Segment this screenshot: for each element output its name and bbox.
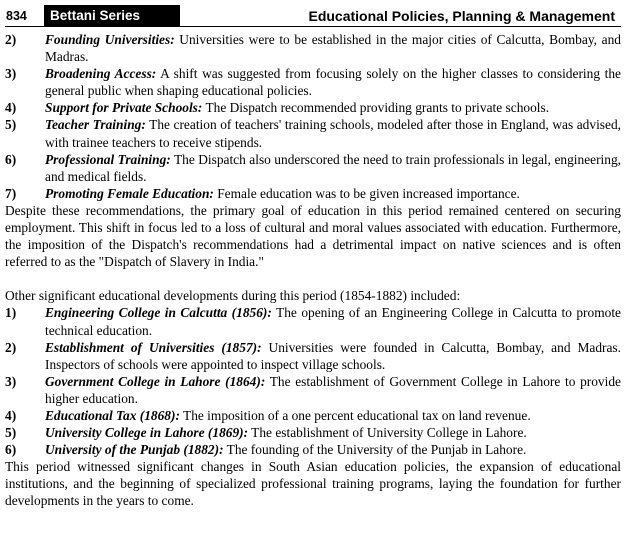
item-term: Broadening Access: bbox=[45, 66, 157, 82]
paragraph-spacer bbox=[5, 270, 621, 287]
item-number: 4) bbox=[5, 407, 17, 423]
list-item bbox=[5, 151, 621, 185]
item-number: 6) bbox=[5, 442, 17, 458]
item-text: The creation of teachers' training schools, modeled after those in England, was advised, with trainee teachers to receive stipends. bbox=[45, 117, 621, 150]
item-term: Professional Training: bbox=[45, 151, 171, 167]
item-number: 2) bbox=[5, 339, 17, 355]
list-item bbox=[5, 304, 621, 338]
list-item bbox=[5, 424, 621, 441]
list-item bbox=[5, 31, 621, 65]
item-term: Establishment of Universities (1857): bbox=[45, 339, 262, 355]
item-text: The Dispatch also underscored the need to train professionals in legal, engineering, and medical fields. bbox=[45, 151, 621, 184]
item-number: 5) bbox=[5, 425, 17, 441]
item-term: Teacher Training: bbox=[45, 117, 146, 133]
item-number: 7) bbox=[5, 185, 17, 201]
book-title: Educational Policies, Planning & Management bbox=[308, 8, 615, 24]
item-term: Promoting Female Education: bbox=[45, 185, 214, 201]
item-number: 3) bbox=[5, 66, 17, 82]
item-term: Engineering College in Calcutta (1856): bbox=[45, 305, 272, 321]
paragraph-conclusion: This period witnessed significant changes in South Asian education policies, the expansion of educational institutions, and the beginning of specialized professional training programs, laying the foundation for further developments in the years to come. bbox=[5, 459, 621, 509]
item-text: A shift was suggested from focusing solely on the higher classes to considering the general public when shaping educational policies. bbox=[45, 66, 621, 99]
paragraph-developments-intro: Other significant educational developments during this period (1854-1882) included: bbox=[5, 288, 461, 304]
item-term: Founding Universities: bbox=[45, 32, 175, 47]
item-text: The Dispatch recommended providing grants to private schools. bbox=[202, 100, 550, 116]
item-number: 6) bbox=[5, 151, 17, 167]
list-item bbox=[5, 339, 621, 373]
list-item bbox=[5, 99, 621, 116]
developments-list bbox=[5, 304, 621, 458]
list-item bbox=[5, 65, 621, 99]
page-number: 834 bbox=[6, 9, 27, 23]
item-term: Support for Private Schools: bbox=[45, 100, 203, 116]
item-text: The founding of the University of the Punjab in Lahore. bbox=[223, 442, 527, 458]
item-text: Universities were founded in Calcutta, Bombay, and Madras. Inspectors of schools were appointed to inspect village schools. bbox=[45, 339, 621, 372]
paragraph-summary: Despite these recommendations, the primary goal of education in this period remained centered on securing employment. This shift in focus led to a loss of cultural and moral values associated with education. Furthermore, the imposition of the Dispatch's recommendations had a detrimental impact on native sciences and is often referred to as the "Dispatch of Slavery in India." bbox=[5, 202, 621, 270]
item-number: 4) bbox=[5, 100, 17, 116]
item-text: The opening of an Engineering College in Calcutta to promote technical education. bbox=[45, 305, 621, 338]
item-text: The establishment of University College in Lahore. bbox=[248, 425, 527, 441]
item-number: 5) bbox=[5, 117, 17, 133]
item-term: University College in Lahore (1869): bbox=[45, 425, 249, 441]
item-text: Female education was to be given increased importance. bbox=[213, 185, 520, 201]
item-term: Educational Tax (1868): bbox=[45, 407, 180, 423]
series-label: Bettani Series bbox=[44, 5, 180, 26]
item-text: Universities were to be established in the major cities of Calcutta, Bombay, and Madras. bbox=[45, 32, 621, 65]
list-item bbox=[5, 407, 621, 424]
item-number: 2) bbox=[5, 32, 17, 47]
item-number: 3) bbox=[5, 373, 17, 389]
list-item bbox=[5, 116, 621, 150]
page-content bbox=[5, 31, 621, 510]
item-text: The imposition of a one percent educational tax on land revenue. bbox=[179, 407, 531, 423]
page-header bbox=[5, 5, 621, 27]
item-number: 1) bbox=[5, 305, 17, 321]
list-item bbox=[5, 373, 621, 407]
recommendations-list bbox=[5, 31, 621, 202]
list-item bbox=[5, 185, 621, 202]
list-item bbox=[5, 441, 621, 458]
item-term: Government College in Lahore (1864): bbox=[45, 373, 266, 389]
item-text: The establishment of Government College in Lahore to provide higher education. bbox=[45, 373, 621, 406]
item-term: University of the Punjab (1882): bbox=[45, 442, 224, 458]
